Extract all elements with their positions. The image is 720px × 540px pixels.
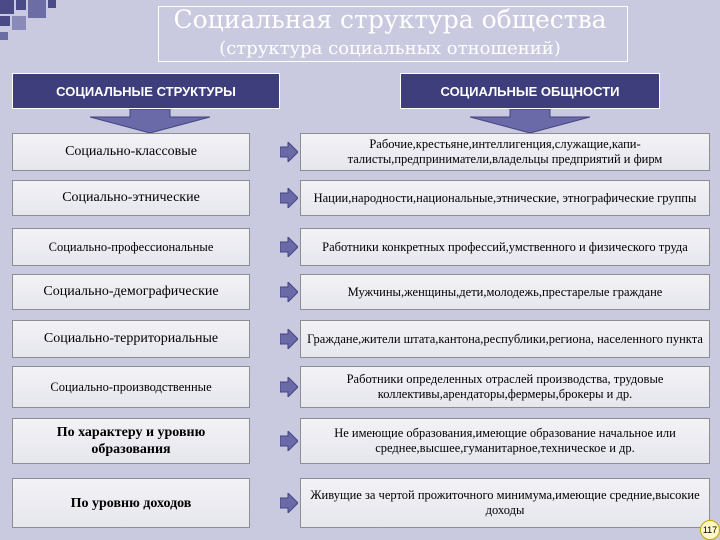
corner-decoration (0, 0, 80, 50)
structure-item: Социально-производственные (12, 366, 250, 408)
right-arrow-icon (280, 237, 298, 257)
down-arrow-left-icon (90, 109, 210, 133)
structure-item: Социально-профессиональные (12, 228, 250, 266)
right-arrow-icon (280, 188, 298, 208)
right-arrow-icon (280, 493, 298, 513)
right-arrow-icon (280, 329, 298, 349)
community-item: Граждане,жители штата,кантона,республики,региона, населенного пункта (300, 320, 710, 358)
community-item: Нации,народности,национальные,этнические, этнографические группы (300, 180, 710, 216)
community-item: Работники определенных отраслей производства, трудовые коллективы,арендаторы,фермеры,брокеры и др. (300, 366, 710, 408)
community-item: Не имеющие образования,имеющие образование начальное или среднее,высшее,гуманитарное,техническое и др. (300, 418, 710, 464)
header-social-structures: СОЦИАЛЬНЫЕ СТРУКТУРЫ (12, 73, 280, 109)
structure-item: Социально-демографические (12, 274, 250, 310)
right-arrow-icon (280, 431, 298, 451)
down-arrow-right-icon (470, 109, 590, 133)
structure-item: По уровню доходов (12, 478, 250, 528)
right-arrow-icon (280, 282, 298, 302)
community-item: Работники конкретных профессий,умственного и физического труда (300, 228, 710, 266)
page-subtitle: (структура социальных отношений) (219, 38, 561, 59)
community-item: Мужчины,женщины,дети,молодежь,престарелые граждане (300, 274, 710, 310)
header-social-communities: СОЦИАЛЬНЫЕ ОБЩНОСТИ (400, 73, 660, 109)
page-title: Социальная структура общества (173, 5, 607, 34)
structure-item: По характеру и уровню образования (12, 418, 250, 464)
structure-item: Социально-этнические (12, 180, 250, 216)
right-arrow-icon (280, 377, 298, 397)
structure-item: Социально-классовые (12, 133, 250, 171)
community-item: Живущие за чертой прожиточного минимума,имеющие средние,высокие доходы (300, 478, 710, 528)
community-item: Рабочие,крестьяне,интеллигенция,служащие,капи-талисты,предприниматели,владельцы предприятий и фирм (300, 133, 710, 171)
right-arrow-icon (280, 142, 298, 162)
page-number-badge: 117 (700, 520, 720, 540)
structure-item: Социально-территориальные (12, 320, 250, 358)
